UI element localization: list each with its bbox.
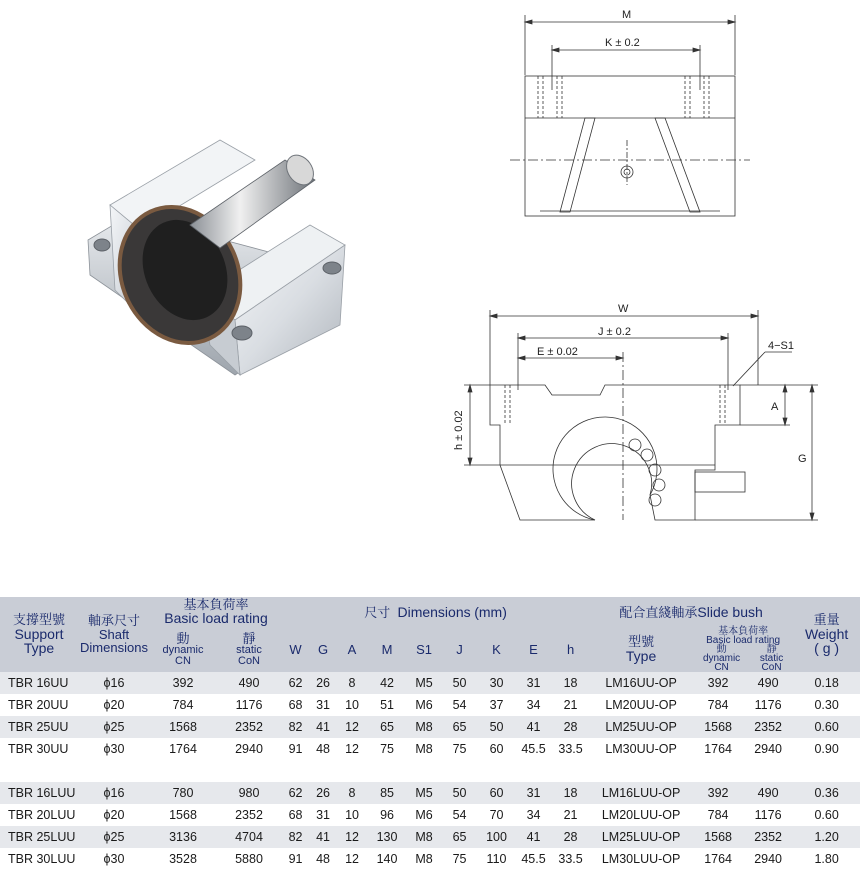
table-cell: 91 [282, 848, 309, 870]
table-cell: 392 [150, 672, 216, 694]
header-col-K: K [478, 627, 515, 672]
table-cell: 8 [337, 672, 367, 694]
table-cell: 21 [552, 694, 589, 716]
table-row [0, 826, 860, 848]
table-group-luu [0, 782, 860, 870]
technical-drawing [440, 0, 860, 560]
table-cell: 48 [309, 848, 337, 870]
dim-S1-label: 4−S1 [768, 340, 794, 352]
header-shaft: 軸承尺寸 Shaft Dimensions [78, 597, 150, 672]
table-cell: 110 [478, 848, 515, 870]
table-group-uu [0, 672, 860, 760]
table-cell: LM20UU-OP [589, 694, 693, 716]
table-cell: 784 [693, 694, 743, 716]
table-cell: 30 [478, 672, 515, 694]
table-cell: 41 [515, 826, 552, 848]
table-cell: M8 [407, 826, 441, 848]
table-cell: TBR 16UU [0, 672, 78, 694]
table-cell: 1176 [216, 694, 282, 716]
table-cell: ϕ20 [78, 804, 150, 826]
table-cell: M5 [407, 782, 441, 804]
dim-A-label: A [771, 401, 779, 413]
table-cell: 45.5 [515, 848, 552, 870]
table-cell: 68 [282, 694, 309, 716]
table-cell: 62 [282, 782, 309, 804]
table-cell: 31 [515, 782, 552, 804]
table-cell: 41 [309, 716, 337, 738]
header-bush-load: 基本負荷率 Basic load rating 動 dynamic CN 靜 static CoN [693, 627, 793, 672]
dim-E-label: E ± 0.02 [537, 346, 578, 358]
table-cell: 28 [552, 826, 589, 848]
table-cell: 12 [337, 738, 367, 760]
table-cell: 54 [441, 804, 478, 826]
table-cell: 34 [515, 804, 552, 826]
table-row [0, 716, 860, 738]
table-cell: 91 [282, 738, 309, 760]
table-row [0, 848, 860, 870]
table-cell: 33.5 [552, 848, 589, 870]
table-cell: TBR 25UU [0, 716, 78, 738]
table-cell: TBR 30UU [0, 738, 78, 760]
table-cell: 18 [552, 672, 589, 694]
table-cell: 33.5 [552, 738, 589, 760]
table-cell: 75 [441, 848, 478, 870]
table-cell: 68 [282, 804, 309, 826]
table-row [0, 694, 860, 716]
table-cell: 0.36 [793, 782, 860, 804]
table-cell: 12 [337, 716, 367, 738]
table-row [0, 804, 860, 826]
header-dimensions: 尺寸 Dimensions (mm) [282, 597, 589, 627]
table-cell: 51 [367, 694, 407, 716]
table-cell: M6 [407, 804, 441, 826]
product-photo [70, 120, 370, 380]
table-cell: 41 [515, 716, 552, 738]
table-cell: 1764 [150, 738, 216, 760]
table-cell: 0.60 [793, 716, 860, 738]
table-cell: 96 [367, 804, 407, 826]
header-col-M: M [367, 627, 407, 672]
table-cell: 60 [478, 782, 515, 804]
header-col-G: G [309, 627, 337, 672]
table-cell: 10 [337, 804, 367, 826]
table-cell: 2940 [743, 848, 793, 870]
table-cell: 18 [552, 782, 589, 804]
dim-G-label: G [798, 453, 807, 465]
table-cell: 1568 [693, 716, 743, 738]
header-dynamic: 動 dynamic CN [150, 627, 216, 672]
table-cell: 2352 [743, 716, 793, 738]
table-cell: M6 [407, 694, 441, 716]
table-cell: 48 [309, 738, 337, 760]
table-cell: LM16UU-OP [589, 672, 693, 694]
header-col-S1: S1 [407, 627, 441, 672]
table-cell: 10 [337, 694, 367, 716]
table-cell: 82 [282, 716, 309, 738]
table-cell: 1764 [693, 848, 743, 870]
table-cell: 490 [216, 672, 282, 694]
header-static: 靜 static CoN [216, 627, 282, 672]
table-cell: 60 [478, 738, 515, 760]
header-col-W: W [282, 627, 309, 672]
table-cell: LM25LUU-OP [589, 826, 693, 848]
table-spacer [0, 760, 860, 782]
table-cell: 1568 [150, 804, 216, 826]
table-cell: 50 [478, 716, 515, 738]
table-cell: ϕ16 [78, 672, 150, 694]
table-cell: 50 [441, 672, 478, 694]
table-cell: 75 [441, 738, 478, 760]
table-cell: ϕ20 [78, 694, 150, 716]
table-cell: LM16LUU-OP [589, 782, 693, 804]
table-cell: 1.80 [793, 848, 860, 870]
table-row [0, 738, 860, 760]
table-cell: 12 [337, 826, 367, 848]
table-cell: 75 [367, 738, 407, 760]
table-cell: M5 [407, 672, 441, 694]
table-cell: M8 [407, 738, 441, 760]
table-cell: 3528 [150, 848, 216, 870]
table-cell: 784 [150, 694, 216, 716]
spec-table [0, 597, 860, 870]
table-cell: LM30UU-OP [589, 738, 693, 760]
table-cell: TBR 20UU [0, 694, 78, 716]
table-cell: LM20LUU-OP [589, 804, 693, 826]
table-cell: 2352 [216, 716, 282, 738]
table-cell: 130 [367, 826, 407, 848]
table-cell: 1.20 [793, 826, 860, 848]
table-cell: 0.60 [793, 804, 860, 826]
table-cell: 1176 [743, 694, 793, 716]
table-cell: ϕ16 [78, 782, 150, 804]
table-cell: 100 [478, 826, 515, 848]
table-cell: 50 [441, 782, 478, 804]
table-cell: 65 [441, 716, 478, 738]
table-cell: 490 [743, 672, 793, 694]
table-cell: 8 [337, 782, 367, 804]
table-cell: 1568 [693, 826, 743, 848]
table-cell: 784 [693, 804, 743, 826]
table-cell: 65 [441, 826, 478, 848]
table-cell: 65 [367, 716, 407, 738]
table-cell: 3136 [150, 826, 216, 848]
table-cell: 26 [309, 672, 337, 694]
table-cell: 37 [478, 694, 515, 716]
table-cell: 0.90 [793, 738, 860, 760]
dim-J-label: J ± 0.2 [598, 326, 631, 338]
table-cell: 490 [743, 782, 793, 804]
header-slide-bush: 配合直綫軸承Slide bush [589, 597, 793, 627]
table-cell: ϕ30 [78, 848, 150, 870]
table-cell: 21 [552, 804, 589, 826]
header-col-J: J [441, 627, 478, 672]
dim-W-label: W [618, 303, 629, 315]
table-row [0, 672, 860, 694]
table-cell: 5880 [216, 848, 282, 870]
table-cell: TBR 30LUU [0, 848, 78, 870]
table-cell: M8 [407, 848, 441, 870]
table-cell: LM25UU-OP [589, 716, 693, 738]
table-cell: ϕ25 [78, 716, 150, 738]
table-cell: 54 [441, 694, 478, 716]
table-cell: 2940 [743, 738, 793, 760]
table-cell: ϕ30 [78, 738, 150, 760]
dim-M-label: M [622, 9, 632, 21]
table-row [0, 782, 860, 804]
table-cell: 41 [309, 826, 337, 848]
table-cell: 2940 [216, 738, 282, 760]
table-cell: M8 [407, 716, 441, 738]
table-cell: LM30LUU-OP [589, 848, 693, 870]
table-cell: TBR 16LUU [0, 782, 78, 804]
table-cell: 45.5 [515, 738, 552, 760]
table-cell: 0.18 [793, 672, 860, 694]
table-cell: 31 [309, 694, 337, 716]
table-cell: TBR 20LUU [0, 804, 78, 826]
table-cell: 34 [515, 694, 552, 716]
table-cell: 1568 [150, 716, 216, 738]
header-basic-load: 基本負荷率 Basic load rating [150, 597, 282, 627]
table-cell: 4704 [216, 826, 282, 848]
table-cell: 780 [150, 782, 216, 804]
header-col-E: E [515, 627, 552, 672]
table-cell: 42 [367, 672, 407, 694]
table-cell: 62 [282, 672, 309, 694]
table-cell: 31 [309, 804, 337, 826]
table-cell: 392 [693, 672, 743, 694]
table-cell: 980 [216, 782, 282, 804]
table-cell: 31 [515, 672, 552, 694]
header-col-A: A [337, 627, 367, 672]
table-cell: 140 [367, 848, 407, 870]
table-cell: 1764 [693, 738, 743, 760]
dim-K-label: K ± 0.2 [605, 37, 640, 49]
table-cell: 2352 [216, 804, 282, 826]
table-cell: 85 [367, 782, 407, 804]
table-cell: 12 [337, 848, 367, 870]
header-weight: 重量 Weight ( g ) [793, 597, 860, 672]
table-cell: TBR 25LUU [0, 826, 78, 848]
table-cell: ϕ25 [78, 826, 150, 848]
header-support-type: 支撐型號 Support Type [0, 597, 78, 672]
table-cell: 0.30 [793, 694, 860, 716]
header-col-h: h [552, 627, 589, 672]
header-bush-type: 型號 Type [589, 627, 693, 672]
table-cell: 82 [282, 826, 309, 848]
table-cell: 26 [309, 782, 337, 804]
table-cell: 1176 [743, 804, 793, 826]
table-cell: 392 [693, 782, 743, 804]
table-cell: 70 [478, 804, 515, 826]
table-cell: 2352 [743, 826, 793, 848]
dim-h-label: h ± 0.02 [453, 410, 465, 450]
table-cell: 28 [552, 716, 589, 738]
